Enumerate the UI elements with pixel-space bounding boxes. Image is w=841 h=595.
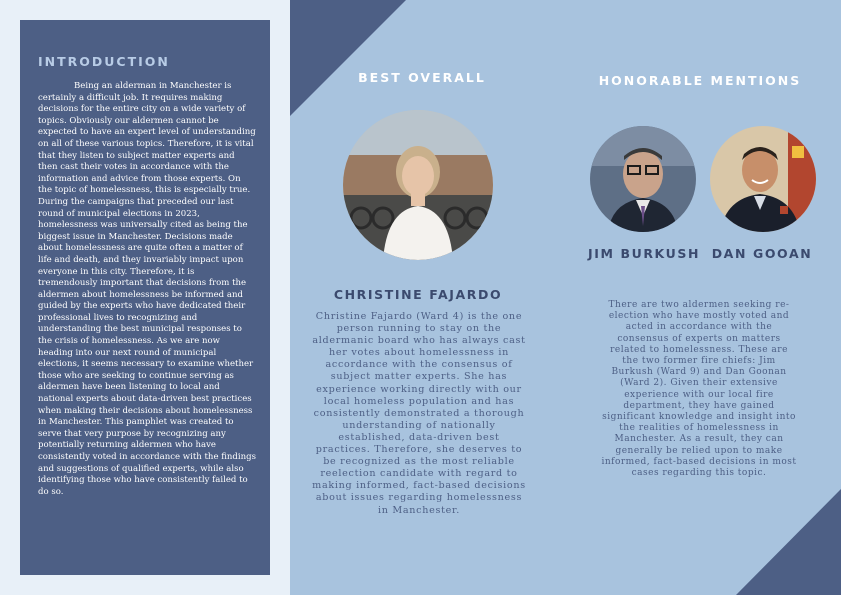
dan-goonan-photo <box>710 126 816 232</box>
honorable-mentions-description: There are two aldermen seeking re-election who have mostly voted and acted in accordance with the consensus of experts on matters related to homelessness. These are the two former fire chiefs: Jim Burkush (Ward 9) and Dan Goonan (Ward 2). Given their extensive experience with our local fire department, they have gained significant knowledge and insight into the realities of homelessness in Manchester. As a result, they can generally be relied upon to make informed, fact-based decisions in most cases regarding this topic. <box>601 300 797 479</box>
introduction-title: INTRODUCTION <box>38 54 170 69</box>
best-overall-description: Christine Fajardo (Ward 4) is the one person running to stay on the aldermanic board who has always cast her votes about homelessness in accordance with the consensus of subject matter experts. She has experience working directly with our local homeless population and has consistently demonstrated a thorough understanding of nationally established, data-driven best practices. Therefore, she deserves to be recognized as the most reliable reelection candidate with regard to making informed, fact-based decisions about issues regarding homelessness in Manchester. <box>312 311 526 516</box>
decorative-triangle-bottom-right <box>711 489 841 595</box>
honorable-mentions-heading: HONORABLE MENTIONS <box>598 73 802 88</box>
christine-fajardo-photo <box>343 110 493 260</box>
introduction-box <box>20 20 270 575</box>
decorative-triangle-top-left <box>290 0 410 120</box>
best-overall-heading: BEST OVERALL <box>358 70 486 85</box>
left-panel <box>0 0 290 595</box>
jim-burkush-name: JIM BURKUSH <box>587 246 701 261</box>
jim-burkush-photo <box>590 126 696 232</box>
right-panel <box>290 0 841 595</box>
dan-gooan-name: DAN GOOAN <box>711 246 813 261</box>
christine-fajardo-name: CHRISTINE FAJARDO <box>333 287 503 302</box>
introduction-text: Being an alderman in Manchester is certainly a difficult job. It requires making decisions for the entire city on a wide variety of topics. Obviously our aldermen cannot be expected to have an expert level of understanding on all of these various topics. Therefore, it is vital that they listen to subject matter experts and then cast their votes in accordance with the information and advice from those experts. On the topic of homelessness, this is especially true. During the campaigns that preceded our last round of municipal elections in 2023, homelessness was universally cited as being the biggest issue in Manchester. Decisions made about homelessness are quite often a matter of life and death, and they invariably impact upon everyone in this city. Therefore, it is tremendously important that decisions from the aldermen about homelessness be informed and guided by the experts who have dedicated their professional lives to recognizing and understanding the best municipal responses to the crisis of homelessness. As we are now heading into our next round of municipal elections, it seems necessary to examine whether those who are seeking to continue serving as aldermen have been listening to local and national experts about data-driven best practices when making their decisions about homelessness in Manchester. This pamphlet was created to serve that very purpose by recognizing any potentially returning aldermen who have consistently voted in accordance with the findings and suggestions of qualified experts, while also identifying those who have consistently failed to do so. <box>38 81 256 497</box>
